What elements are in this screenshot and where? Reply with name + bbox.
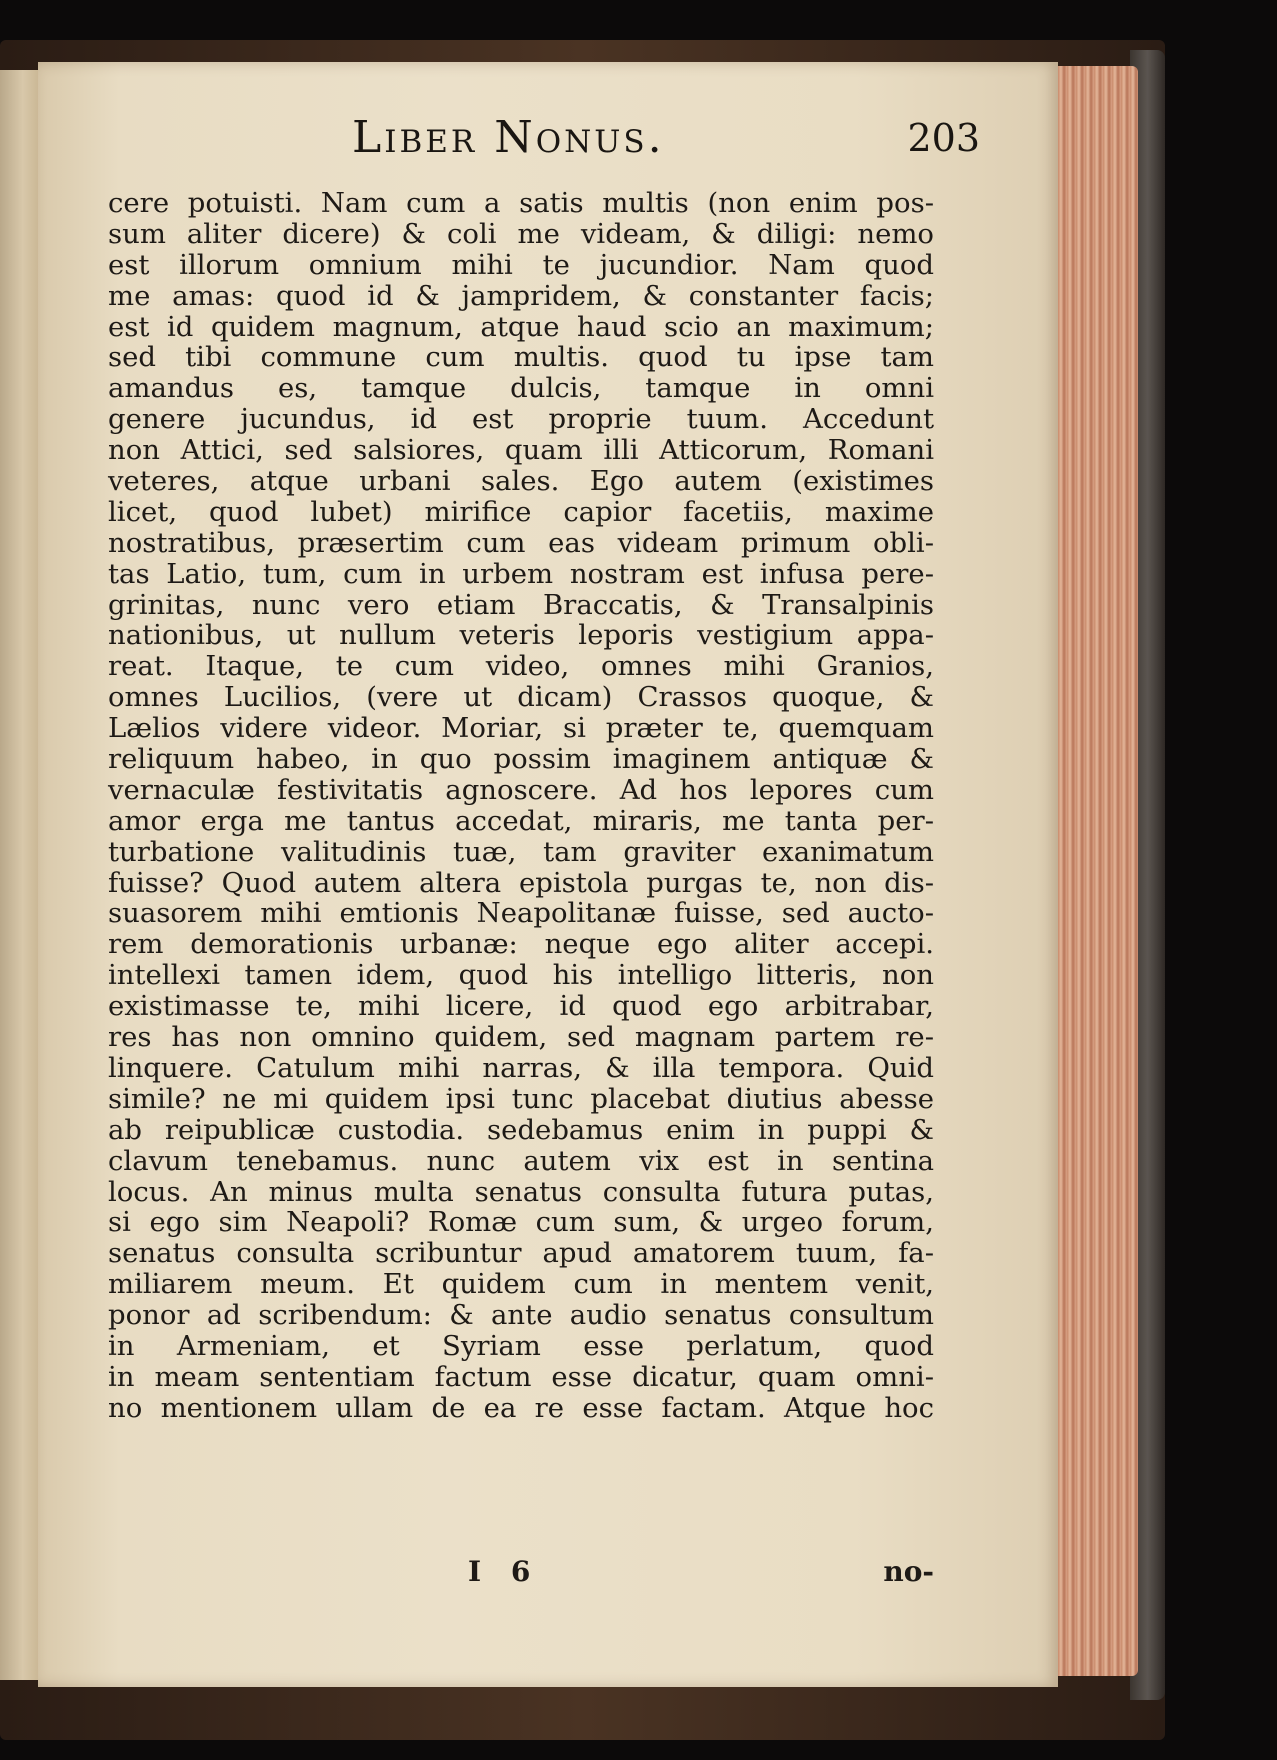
page-footer	[108, 1555, 934, 1591]
text-line: reat. Itaque, te cum video, omnes mihi Granios,	[108, 650, 934, 683]
text-line: locus. An minus multa senatus consulta futura putas,	[108, 1175, 934, 1208]
text-line: licet, quod lubet) mirifice capior facetiis, maxime	[108, 495, 934, 528]
text-line: est id quidem magnum, atque haud scio an maximum;	[108, 310, 934, 343]
text-line: no mentionem ullam de ea re esse factam. Atque hoc	[108, 1391, 934, 1424]
text-line: senatus consulta scribuntur apud amatorem tuum, fa-	[108, 1237, 934, 1270]
text-line: existimasse te, mihi licere, id quod ego arbitrabar,	[108, 990, 934, 1023]
text-line: genere jucundus, id est proprie tuum. Accedunt	[108, 403, 934, 436]
text-line: simile? ne mi quidem ipsi tunc placebat diutius abesse	[108, 1082, 934, 1115]
page-fore-edge	[1058, 66, 1138, 1676]
text-line: si ego sim Neapoli? Romæ cum sum, & urgeo forum,	[108, 1206, 934, 1239]
text-line: sed tibi commune cum multis. quod tu ipse tam	[108, 341, 934, 374]
text-line: Lælios videre videor. Moriar, si præter te, quemquam	[108, 712, 934, 745]
catchword: no-	[883, 1555, 934, 1588]
text-line: nostratibus, præsertim cum eas videam primum obli-	[108, 526, 934, 559]
text-line: amandus es, tamque dulcis, tamque in omni	[108, 372, 934, 405]
page-header	[70, 112, 980, 163]
text-line: me amas: quod id & jampridem, & constanter facis;	[108, 279, 934, 312]
text-line: vernaculæ festivitatis agnoscere. Ad hos lepores cum	[108, 773, 934, 806]
text-line: linquere. Catulum mihi narras, & illa tempora. Quid	[108, 1051, 934, 1084]
text-line: suasorem mihi emtionis Neapolitanæ fuisse, sed aucto-	[108, 897, 934, 930]
text-line: turbatione valitudinis tuæ, tam graviter exanimatum	[108, 835, 934, 868]
text-line: sum aliter dicere) & coli me videam, & diligi: nemo	[108, 217, 934, 250]
text-line: ab reipublicæ custodia. sedebamus enim in puppi &	[108, 1113, 934, 1146]
signature-mark: I 6	[468, 1555, 541, 1588]
text-line: omnes Lucilios, (vere ut dicam) Crassos quoque, &	[108, 681, 934, 714]
text-line: veteres, atque urbani sales. Ego autem (existimes	[108, 465, 934, 498]
facing-page-edge	[0, 70, 38, 1680]
text-line: non Attici, sed salsiores, quam illi Atticorum, Romani	[108, 434, 934, 467]
text-line: est illorum omnium mihi te jucundior. Nam quod	[108, 248, 934, 281]
text-line: grinitas, nunc vero etiam Braccatis, & Transalpinis	[108, 588, 934, 621]
text-line: ponor ad scribendum: & ante audio senatus consultum	[108, 1299, 934, 1332]
text-line: nationibus, ut nullum veteris leporis vestigium appa-	[108, 619, 934, 652]
text-line: intellexi tamen idem, quod his intelligo litteris, non	[108, 959, 934, 992]
text-line: amor erga me tantus accedat, miraris, me tanta per-	[108, 804, 934, 837]
page-number: 203	[907, 116, 980, 160]
text-line: miliarem meum. Et quidem cum in mentem venit,	[108, 1268, 934, 1301]
text-line: cere potuisti. Nam cum a satis multis (non enim pos-	[108, 187, 934, 219]
text-line: reliquum habeo, in quo possim imaginem antiquæ &	[108, 743, 934, 776]
text-line: in Armeniam, et Syriam esse perlatum, quod	[108, 1329, 934, 1362]
text-line: clavum tenebamus. nunc autem vix est in sentina	[108, 1144, 934, 1177]
body-text	[108, 188, 934, 1424]
text-line: res has non omnino quidem, sed magnam partem re-	[108, 1021, 934, 1054]
text-line: fuisse? Quod autem altera epistola purgas te, non dis-	[108, 866, 934, 899]
text-line: rem demorationis urbanæ: neque ego aliter accepi.	[108, 928, 934, 961]
running-title: Liber Nonus.	[352, 112, 665, 163]
text-line: in meam sententiam factum esse dicatur, quam omni-	[108, 1360, 934, 1393]
text-line: tas Latio, tum, cum in urbem nostram est infusa pere-	[108, 557, 934, 590]
